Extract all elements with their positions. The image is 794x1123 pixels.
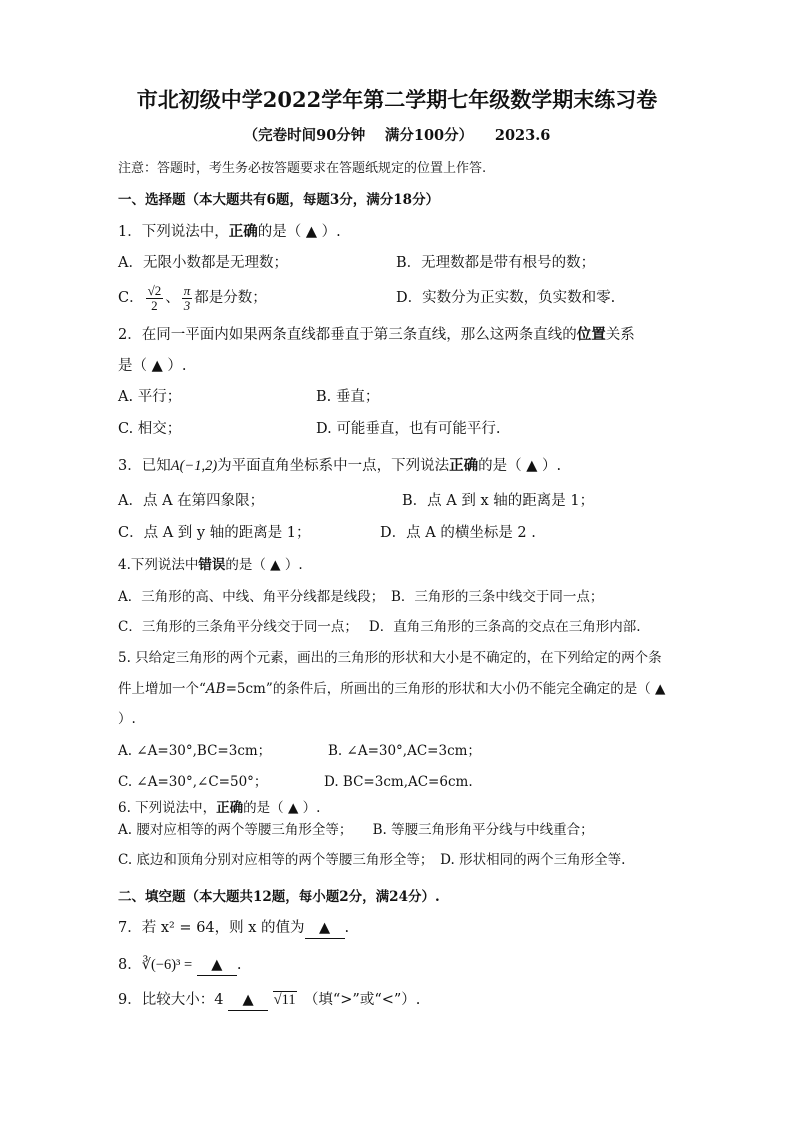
q3-point-a: A(−1,2) xyxy=(170,458,218,474)
q1-stem-bold: 正确 xyxy=(228,223,258,240)
q3-option-c: C．点 A 到 y 轴的距离是 1； xyxy=(118,525,311,541)
q6-stem-a: 6. 下列说法中， xyxy=(118,800,217,816)
q2-stem-a: 2．在同一平面内如果两条直线都垂直于第三条直线，那么这两条直线的 xyxy=(118,327,577,343)
q8-number: 8． xyxy=(118,957,142,973)
question-4-stem xyxy=(118,555,303,575)
section-1-heading: 一、选择题（本大题共有6题，每题3分，满分18分） xyxy=(118,192,440,208)
q1-fraction-pi xyxy=(182,284,193,313)
q8-expression: ∛(−6)³ = xyxy=(141,957,193,973)
question-5-line2 xyxy=(118,679,665,699)
q6-stem-bold: 正确 xyxy=(216,800,244,816)
q5-line2-a: 件上增加一个“ xyxy=(118,681,206,697)
q5-line2-ab: AB xyxy=(205,681,226,697)
q9-sqrt-11: √11 xyxy=(273,992,296,1008)
question-5-line3: ）. xyxy=(118,711,136,727)
notice: 注意：答题时，考生务必按答题要求在答题纸规定的位置上作答. xyxy=(118,161,487,176)
question-3-stem xyxy=(118,456,561,476)
q3-option-d: D．点 A 的横坐标是 2 . xyxy=(380,525,536,541)
q2-stem-bold: 位置 xyxy=(576,326,606,343)
question-8 xyxy=(118,955,241,976)
q5-option-d: D. BC=3cm,AC=6cm. xyxy=(324,774,473,790)
q5-option-a: A. ∠A=30°,BC=3cm； xyxy=(118,743,272,759)
q7-end: . xyxy=(344,920,350,936)
q2-stem-b: 关系 xyxy=(605,327,635,343)
q5-option-c: C. ∠A=30°,∠C=50°； xyxy=(118,774,268,790)
q3-stem-b: 为平面直角坐标系中一点，下列说法 xyxy=(217,458,450,474)
q2-option-d: D. 可能垂直，也有可能平行. xyxy=(316,421,501,437)
q3-option-a: A．点 A 在第四象限； xyxy=(118,493,265,509)
question-5-line1: 5. 只给定三角形的两个元素，画出的三角形的形状和大小是不确定的，在下列给定的两个条 xyxy=(118,650,662,666)
q3-option-b: B．点 A 到 x 轴的距离是 1； xyxy=(402,493,595,509)
q5-line2-b: =5cm”的条件后，所画出的三角形的形状和大小仍不能完全确定的是（ ▲ xyxy=(225,681,666,697)
q1-stem-a: 1．下列说法中， xyxy=(118,224,229,240)
question-6-stem xyxy=(118,798,320,818)
question-9 xyxy=(118,990,420,1011)
q2-option-a: A. 平行； xyxy=(118,389,182,405)
question-2-stem-line1 xyxy=(118,325,635,345)
q3-stem-c: 的是（ ▲ ）. xyxy=(478,458,562,474)
q1-frac1-den: 2 xyxy=(151,297,158,313)
question-7 xyxy=(118,918,349,939)
q6-options-ab: A. 腰对应相等的两个等腰三角形全等； B. 等腰三角形角平分线与中线重合； xyxy=(118,822,594,838)
q2-option-b: B. 垂直； xyxy=(316,389,380,405)
q4-stem-bold: 错误 xyxy=(198,557,226,573)
question-2-stem-line2: 是（ ▲ ）. xyxy=(118,358,187,374)
q8-answer-blank[interactable]: ▲ xyxy=(197,955,237,976)
q1-option-a: A．无限小数都是无理数； xyxy=(118,255,288,271)
q3-stem-bold: 正确 xyxy=(449,457,479,474)
q1-stem-b: 的是（ ▲ ）. xyxy=(257,224,341,240)
q1-option-c-suffix: 都是分数； xyxy=(194,290,267,306)
q2-option-c: C. 相交； xyxy=(118,421,182,437)
q1-option-d: D．实数分为正实数，负实数和零. xyxy=(396,290,616,306)
q5-option-b: B. ∠A=30°,AC=3cm； xyxy=(328,743,481,759)
q9-text: 9．比较大小：4 xyxy=(118,992,224,1008)
q7-text: 7．若 x² = 64，则 x 的值为 xyxy=(118,920,305,936)
section-2-heading: 二、填空题（本大题共12题，每小题2分，满24分）. xyxy=(118,889,440,905)
q6-options-cd: C. 底边和顶角分别对应相等的两个等腰三角形全等； D. 形状相同的两个三角形全等. xyxy=(118,852,626,868)
page-subtitle: （完卷时间90分钟 满分100分） 2023.6 xyxy=(243,127,551,144)
q1-frac2-num: π xyxy=(183,282,191,298)
q1-option-c-sep: 、 xyxy=(165,290,180,306)
q4-options-ab: A．三角形的高、中线、角平分线都是线段； B．三角形的三条中线交于同一点； xyxy=(118,589,604,605)
q7-answer-blank[interactable]: ▲ xyxy=(305,918,345,939)
q1-frac1-num: √2 xyxy=(147,282,162,298)
q4-stem-a: 4.下列说法中 xyxy=(118,557,199,573)
q9-hint: （填“>”或“<”）. xyxy=(311,992,421,1008)
q1-frac2-den: 3 xyxy=(183,297,191,313)
q6-stem-b: 的是（ ▲ ）. xyxy=(243,800,321,816)
q3-stem-a: 3．已知 xyxy=(118,458,171,474)
q1-option-c-prefix: C． xyxy=(118,290,144,306)
q1-fraction-sqrt2 xyxy=(146,284,164,313)
q4-stem-b: 的是（ ▲ ）. xyxy=(225,557,303,573)
q4-options-cd: C．三角形的三条角平分线交于同一点； D．直角三角形的三条高的交点在三角形内部. xyxy=(118,619,641,635)
page-title: 市北初级中学2022学年第二学期七年级数学期末练习卷 xyxy=(136,87,658,112)
q1-option-b: B．无理数都是带有根号的数； xyxy=(396,255,596,271)
question-1-stem xyxy=(118,222,341,242)
q1-option-c xyxy=(118,281,267,315)
q8-end: . xyxy=(236,957,242,973)
q9-answer-blank[interactable]: ▲ xyxy=(228,990,268,1011)
